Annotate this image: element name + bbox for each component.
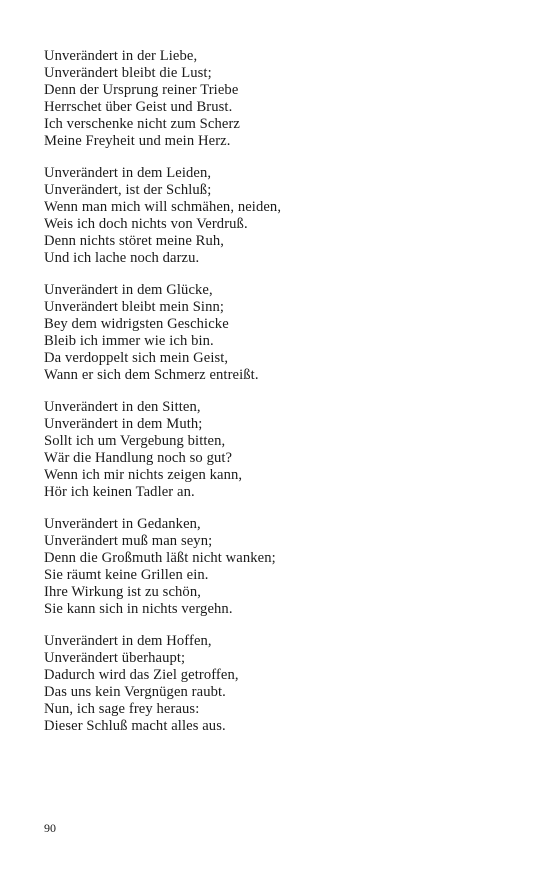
verse-line: Und ich lache noch darzu.	[44, 250, 200, 266]
stanza-6	[44, 633, 524, 735]
verse-line: Unverändert, ist der Schluß;	[44, 182, 212, 198]
verse-line: Unverändert in dem Muth;	[44, 416, 203, 432]
verse-line: Nun, ich sage frey heraus:	[44, 701, 200, 717]
verse-line: Hör ich keinen Tadler an.	[44, 484, 195, 500]
stanza-5	[44, 516, 524, 618]
poem-body	[44, 48, 524, 750]
verse-line: Unverändert in dem Leiden,	[44, 165, 212, 181]
verse-line: Wenn ich mir nichts zeigen kann,	[44, 467, 243, 483]
verse-line: Unverändert in den Sitten,	[44, 399, 201, 415]
verse-line: Das uns kein Vergnügen raubt.	[44, 684, 226, 700]
verse-line: Unverändert überhaupt;	[44, 650, 186, 666]
stanza-1	[44, 48, 524, 150]
verse-line: Sie kann sich in nichts vergehn.	[44, 601, 233, 617]
verse-line: Wenn man mich will schmähen, neiden,	[44, 199, 282, 215]
verse-line: Unverändert in dem Hoffen,	[44, 633, 212, 649]
verse-line: Unverändert in der Liebe,	[44, 48, 198, 64]
verse-line: Ich verschenke nicht zum Scherz	[44, 116, 240, 132]
verse-line: Da verdoppelt sich mein Geist,	[44, 350, 229, 366]
verse-line: Bey dem widrigsten Geschicke	[44, 316, 229, 332]
verse-line: Bleib ich immer wie ich bin.	[44, 333, 214, 349]
verse-line: Denn nichts störet meine Ruh,	[44, 233, 225, 249]
stanza-3	[44, 282, 524, 384]
verse-line: Unverändert in dem Glücke,	[44, 282, 213, 298]
verse-line: Denn die Großmuth läßt nicht wanken;	[44, 550, 276, 566]
verse-line: Dadurch wird das Ziel getroffen,	[44, 667, 239, 683]
verse-line: Denn der Ursprung reiner Triebe	[44, 82, 239, 98]
verse-line: Sie räumt keine Grillen ein.	[44, 567, 209, 583]
verse-line: Unverändert muß man seyn;	[44, 533, 213, 549]
verse-line: Unverändert in Gedanken,	[44, 516, 201, 532]
verse-line: Unverändert bleibt mein Sinn;	[44, 299, 225, 315]
verse-line: Herrschet über Geist und Brust.	[44, 99, 233, 115]
verse-line: Meine Freyheit und mein Herz.	[44, 133, 231, 149]
verse-line: Unverändert bleibt die Lust;	[44, 65, 212, 81]
verse-line: Ihre Wirkung ist zu schön,	[44, 584, 201, 600]
verse-line: Weis ich doch nichts von Verdruß.	[44, 216, 248, 232]
page-number: 90	[44, 821, 56, 835]
verse-line: Wann er sich dem Schmerz entreißt.	[44, 367, 259, 383]
verse-line: Sollt ich um Vergebung bitten,	[44, 433, 226, 449]
verse-line: Wär die Handlung noch so gut?	[44, 450, 233, 466]
stanza-4	[44, 399, 524, 501]
stanza-2	[44, 165, 524, 267]
verse-line: Dieser Schluß macht alles aus.	[44, 718, 226, 734]
